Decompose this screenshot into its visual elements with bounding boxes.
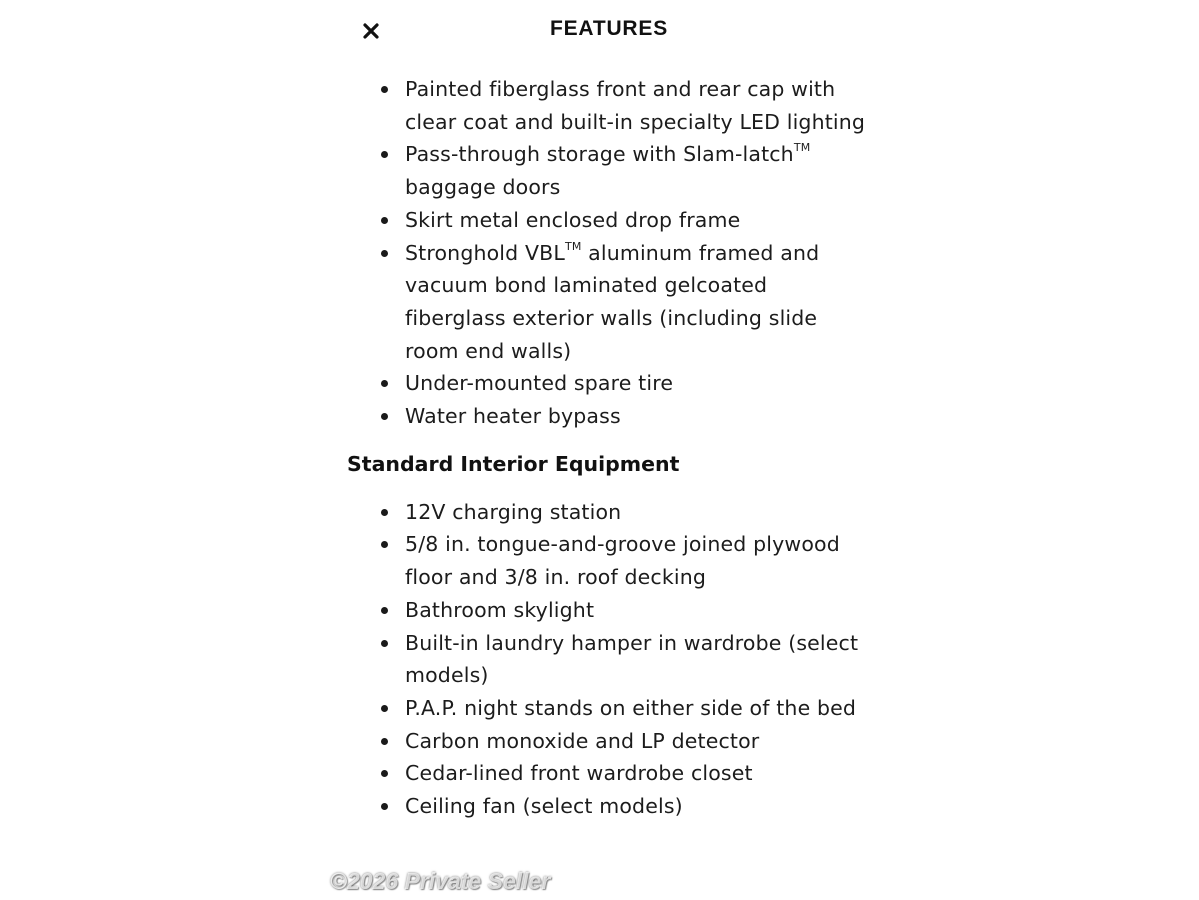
list-item: Under-mounted spare tire (405, 367, 867, 400)
list-item: Stronghold VBL™ aluminum framed and vacuum bond laminated gelcoated fiberglass exterior walls (including slide room end walls) (405, 237, 867, 368)
trademark-symbol: TM (793, 141, 811, 155)
list-item: Cedar-lined front wardrobe closet (405, 757, 867, 790)
list-item: 12V charging station (405, 496, 867, 529)
list-item: Skirt metal enclosed drop frame (405, 204, 867, 237)
list-item: Water heater bypass (405, 400, 867, 433)
clipped-text-fragment (405, 62, 610, 70)
section-heading-interior: Standard Interior Equipment (347, 451, 680, 476)
list-item: Painted fiberglass front and rear cap with clear coat and built-in specialty LED lighting (405, 73, 867, 138)
list-item: Carbon monoxide and LP detector (405, 725, 867, 758)
interior-feature-list (347, 496, 867, 823)
list-item: Bathroom skylight (405, 594, 867, 627)
list-item: P.A.P. night stands on either side of the bed (405, 692, 867, 725)
watermark: ©2026 Private Seller (330, 868, 551, 894)
list-item: Built-in laundry hamper in wardrobe (select models) (405, 627, 867, 692)
features-scroll-area[interactable] (0, 62, 1199, 900)
list-item: Ceiling fan (select models) (405, 790, 867, 823)
list-item: 5/8 in. tongue-and-groove joined plywood floor and 3/8 in. roof decking (405, 528, 867, 593)
features-content (347, 73, 867, 823)
modal-header (0, 0, 1199, 62)
trademark-symbol: TM (564, 239, 582, 253)
page-title: FEATURES (549, 17, 668, 40)
exterior-feature-list (347, 73, 867, 433)
list-item: Pass-through storage with Slam-latch™ baggage doors (405, 138, 867, 203)
